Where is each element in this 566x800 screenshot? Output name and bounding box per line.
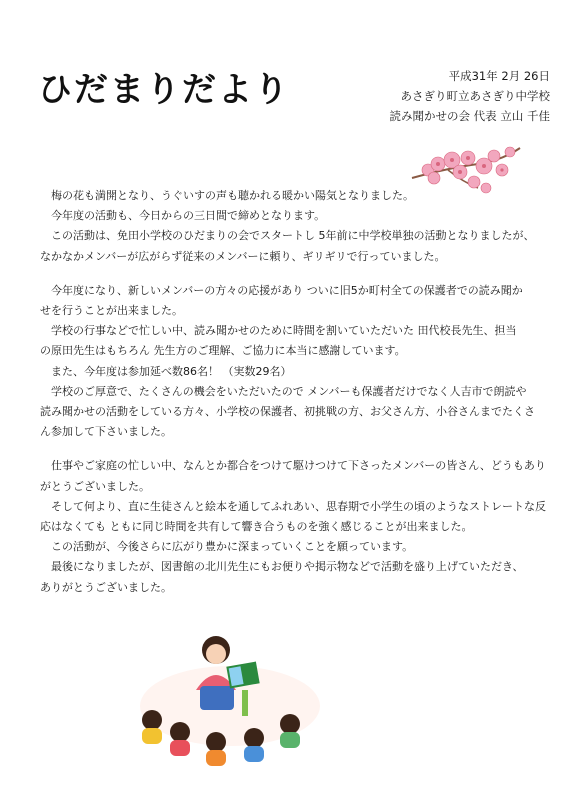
paragraph-gap: [40, 267, 532, 281]
body-line: せを行うことが出来ました。: [40, 304, 183, 318]
body-line: 最後になりましたが、図書館の北川先生にもお便りや掲示物などで活動を盛り上げていただき、: [51, 560, 524, 574]
body-line: がとうございました。: [40, 479, 150, 493]
body-line: また、今年度は参加延べ数86名！ （実数29名）: [51, 364, 292, 378]
newsletter-body: [40, 186, 546, 598]
body-line: 学校の行事などで忙しい中、読み聞かせのために時間を割いていただいた 田代校長先生、担当: [51, 324, 517, 338]
body-line: 今年度の活動も、今日からの三日間で締めとなります。: [51, 209, 326, 223]
body-line: なかなかメンバーが広がらず従来のメンバーに頼り、ギリギリで行っていました。: [40, 249, 446, 263]
body-line: 読み聞かせの活動をしている方々、小学校の保護者、初挑戦の方、お父さん方、小谷さんまでたくさ: [40, 405, 535, 419]
body-line: この活動は、免田小学校のひだまりの会でスタートし 5年前に中学校単独の活動となりましたが、: [51, 229, 535, 243]
organization-name: 読み聞かせの会 代表 立山 千佳: [389, 109, 550, 123]
body-line: 今年度になり、新しいメンバーの方々の応援があり ついに旧5か町村全ての保護者での読み聞か: [51, 283, 523, 297]
body-line: そして何より、直に生徒さんと絵本を通してふれあい、思春期で小学生の頃のようなストレートな反: [51, 499, 546, 513]
header-meta: [380, 66, 550, 126]
paragraph-gap: [40, 442, 532, 456]
body-line: ん参加して下さいました。: [40, 425, 172, 439]
body-line: 梅の花も満開となり、うぐいすの声も聴かれる暖かい陽気となりました。: [51, 189, 414, 202]
storytelling-illustration-icon: [130, 620, 330, 770]
body-line: 応はなくても ともに同じ時間を共有して響き合うものを強く感じることが出来ました。: [40, 520, 473, 534]
body-line: 学校のご厚意で、たくさんの機会をいただいたので メンバーも保護者だけでなく人吉市で朗読や: [51, 384, 527, 398]
body-line: の原田先生はもちろん 先生方のご理解、ご協力に本当に感謝しています。: [40, 344, 406, 358]
issue-date: 平成31年 2月 26日: [448, 69, 550, 83]
newsletter-title: ひだまりだより: [38, 70, 290, 110]
school-name: あさぎり町立あさぎり中学校: [400, 89, 550, 103]
body-line: ありがとうございました。: [40, 580, 172, 594]
body-line: 仕事やご家庭の忙しい中、なんとか都合をつけて駆けつけて下さったメンバーの皆さん、どうもあり: [51, 459, 546, 473]
body-line: この活動が、今後さらに広がり豊かに深まっていくことを願っています。: [51, 540, 414, 554]
